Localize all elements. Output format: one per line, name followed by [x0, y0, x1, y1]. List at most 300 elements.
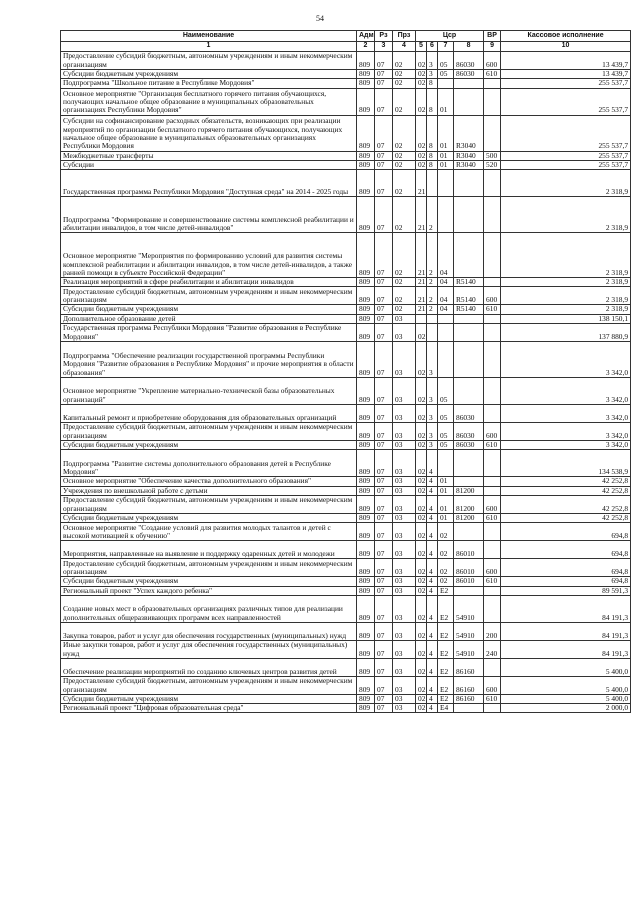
cell-prz: 03 — [393, 314, 416, 323]
cell-rz: 07 — [375, 405, 393, 423]
cell-c4 — [454, 197, 484, 233]
cell-c1: 02 — [416, 513, 427, 522]
cell-adm: 809 — [357, 314, 375, 323]
cell-c2: 4 — [427, 577, 438, 586]
cell-sum: 89 591,3 — [501, 586, 631, 595]
table-row — [61, 586, 631, 595]
cell-adm: 809 — [357, 441, 375, 450]
cell-adm: 809 — [357, 70, 375, 79]
cell-prz: 03 — [393, 477, 416, 486]
column-number: 10 — [501, 42, 631, 52]
cell-name: Региональный проект "Успех каждого ребенка" — [61, 586, 357, 595]
cell-prz: 02 — [393, 70, 416, 79]
cell-name: Субсидии бюджетным учреждениям — [61, 305, 357, 314]
cell-sum: 255 537,7 — [501, 88, 631, 115]
table-row — [61, 704, 631, 713]
cell-adm: 809 — [357, 640, 375, 658]
cell-c4: R5140 — [454, 278, 484, 287]
cell-rz: 07 — [375, 324, 393, 342]
cell-c1: 02 — [416, 676, 427, 694]
cell-adm: 809 — [357, 477, 375, 486]
cell-rz: 07 — [375, 378, 393, 405]
cell-adm: 809 — [357, 52, 375, 70]
cell-rz: 07 — [375, 595, 393, 622]
cell-c1: 02 — [416, 79, 427, 88]
cell-c2: 2 — [427, 305, 438, 314]
cell-prz: 03 — [393, 704, 416, 713]
cell-c3: E2 — [438, 658, 454, 676]
cell-c4 — [454, 378, 484, 405]
column-number: 4 — [393, 42, 416, 52]
cell-c3: 02 — [438, 577, 454, 586]
column-number: 2 — [357, 42, 375, 52]
cell-c4: 81200 — [454, 486, 484, 495]
cell-c3: 04 — [438, 305, 454, 314]
cell-prz: 02 — [393, 305, 416, 314]
cell-sum: 84 191,3 — [501, 622, 631, 640]
cell-name: Создание новых мест в образовательных организациях различных типов для реализации дополнительных общеразвивающих программ всех направленностей — [61, 595, 357, 622]
cell-adm: 809 — [357, 676, 375, 694]
cell-c3: E2 — [438, 622, 454, 640]
cell-sum: 13 439,7 — [501, 52, 631, 70]
cell-c2: 4 — [427, 586, 438, 595]
cell-name: Дополнительное образование детей — [61, 314, 357, 323]
cell-c3: 05 — [438, 70, 454, 79]
cell-c4 — [454, 324, 484, 342]
cell-vr: 600 — [484, 52, 501, 70]
cell-c1: 02 — [416, 423, 427, 441]
cell-c3: 01 — [438, 115, 454, 151]
cell-rz: 07 — [375, 441, 393, 450]
header-row — [61, 31, 631, 42]
cell-c3: E2 — [438, 595, 454, 622]
table-row — [61, 559, 631, 577]
cell-rz: 07 — [375, 197, 393, 233]
cell-c2 — [427, 324, 438, 342]
cell-c4: 86030 — [454, 423, 484, 441]
cell-c1: 02 — [416, 486, 427, 495]
cell-c4: R3040 — [454, 115, 484, 151]
cell-c3: 04 — [438, 278, 454, 287]
column-number: 7 — [438, 42, 454, 52]
cell-c2: 8 — [427, 115, 438, 151]
cell-prz: 03 — [393, 622, 416, 640]
table-row — [61, 70, 631, 79]
cell-c4 — [454, 79, 484, 88]
cell-c1: 21 — [416, 287, 427, 305]
header-adm: Адм — [357, 31, 375, 42]
cell-vr — [484, 704, 501, 713]
cell-adm: 809 — [357, 151, 375, 160]
cell-name: Иные закупки товаров, работ и услуг для обеспечения государственных (муниципальных) нужд — [61, 640, 357, 658]
cell-sum: 2 318,9 — [501, 287, 631, 305]
cell-sum: 255 537,7 — [501, 151, 631, 160]
cell-prz: 03 — [393, 559, 416, 577]
cell-name: Подпрограмма "Школьное питание в Республике Мордовия" — [61, 79, 357, 88]
cell-c4: R3040 — [454, 160, 484, 169]
cell-c1: 02 — [416, 52, 427, 70]
cell-rz: 07 — [375, 450, 393, 477]
cell-c3: E2 — [438, 694, 454, 703]
cell-rz: 07 — [375, 486, 393, 495]
cell-rz: 07 — [375, 70, 393, 79]
cell-name: Региональный проект "Цифровая образовательная среда" — [61, 704, 357, 713]
cell-rz: 07 — [375, 79, 393, 88]
cell-vr — [484, 486, 501, 495]
cell-c3: 02 — [438, 523, 454, 541]
table-row — [61, 495, 631, 513]
cell-adm: 809 — [357, 378, 375, 405]
cell-c3: E2 — [438, 586, 454, 595]
cell-vr — [484, 477, 501, 486]
cell-c3: 01 — [438, 151, 454, 160]
header-name: Наименование — [61, 31, 357, 42]
column-number: 6 — [427, 42, 438, 52]
cell-sum: 694,8 — [501, 541, 631, 559]
cell-c1: 21 — [416, 170, 427, 197]
table-row — [61, 523, 631, 541]
cell-c4: 86160 — [454, 694, 484, 703]
cell-adm: 809 — [357, 495, 375, 513]
cell-rz: 07 — [375, 160, 393, 169]
cell-c3 — [438, 450, 454, 477]
cell-adm: 809 — [357, 704, 375, 713]
table-row — [61, 450, 631, 477]
cell-rz: 07 — [375, 477, 393, 486]
cell-vr — [484, 541, 501, 559]
cell-vr — [484, 523, 501, 541]
cell-c2: 4 — [427, 595, 438, 622]
cell-sum: 5 400,0 — [501, 676, 631, 694]
cell-sum: 3 342,0 — [501, 441, 631, 450]
cell-c2: 4 — [427, 523, 438, 541]
cell-c4 — [454, 342, 484, 378]
cell-name: Реализация мероприятий в сфере реабилитации и абилитации инвалидов — [61, 278, 357, 287]
cell-adm: 809 — [357, 342, 375, 378]
cell-sum: 694,8 — [501, 577, 631, 586]
cell-c3: 01 — [438, 495, 454, 513]
cell-c4: R5140 — [454, 287, 484, 305]
cell-sum: 3 342,0 — [501, 378, 631, 405]
cell-adm: 809 — [357, 170, 375, 197]
cell-name: Предоставление субсидий бюджетным, автономным учреждениям и иным некоммерческим организациям — [61, 287, 357, 305]
cell-name: Субсидии бюджетным учреждениям — [61, 694, 357, 703]
cell-c2: 2 — [427, 278, 438, 287]
cell-adm: 809 — [357, 88, 375, 115]
cell-c4 — [454, 450, 484, 477]
cell-c3: 01 — [438, 513, 454, 522]
cell-name: Межбюджетные трансферты — [61, 151, 357, 160]
cell-name: Государственная программа Республики Мордовия "Доступная среда" на 2014 - 2025 годы — [61, 170, 357, 197]
cell-prz: 03 — [393, 577, 416, 586]
table-row — [61, 658, 631, 676]
cell-c4: 86030 — [454, 52, 484, 70]
table-row — [61, 278, 631, 287]
cell-vr — [484, 233, 501, 278]
cell-adm: 809 — [357, 324, 375, 342]
cell-adm: 809 — [357, 423, 375, 441]
cell-name: Государственная программа Республики Мордовия "Развитие образования в Республике Мордовия" — [61, 324, 357, 342]
cell-c3: E4 — [438, 704, 454, 713]
cell-c3: 01 — [438, 477, 454, 486]
cell-c4: 86010 — [454, 559, 484, 577]
cell-vr — [484, 88, 501, 115]
cell-adm: 809 — [357, 197, 375, 233]
cell-c4: 54910 — [454, 640, 484, 658]
cell-sum: 42 252,8 — [501, 477, 631, 486]
cell-c3 — [438, 197, 454, 233]
cell-c1 — [416, 314, 427, 323]
cell-adm: 809 — [357, 658, 375, 676]
cell-c2: 8 — [427, 79, 438, 88]
cell-c3 — [438, 170, 454, 197]
table-row — [61, 541, 631, 559]
column-number-row — [61, 42, 631, 52]
cell-c4: 54910 — [454, 622, 484, 640]
cell-rz: 07 — [375, 541, 393, 559]
cell-c4: 86030 — [454, 405, 484, 423]
cell-c1: 02 — [416, 704, 427, 713]
table-row — [61, 405, 631, 423]
cell-c4 — [454, 170, 484, 197]
cell-name: Субсидии бюджетным учреждениям — [61, 577, 357, 586]
cell-adm: 809 — [357, 450, 375, 477]
cell-sum: 42 252,8 — [501, 486, 631, 495]
cell-adm: 809 — [357, 622, 375, 640]
cell-sum: 134 538,9 — [501, 450, 631, 477]
cell-c1: 02 — [416, 441, 427, 450]
cell-c4: R5140 — [454, 305, 484, 314]
cell-prz: 02 — [393, 79, 416, 88]
cell-sum: 13 439,7 — [501, 70, 631, 79]
cell-c3: E2 — [438, 676, 454, 694]
cell-rz: 07 — [375, 423, 393, 441]
table-row — [61, 378, 631, 405]
cell-prz: 03 — [393, 405, 416, 423]
cell-vr: 600 — [484, 559, 501, 577]
header-sum: Кассовое исполнение — [501, 31, 631, 42]
cell-c1: 02 — [416, 151, 427, 160]
cell-sum: 3 342,0 — [501, 423, 631, 441]
cell-adm: 809 — [357, 305, 375, 314]
cell-vr — [484, 197, 501, 233]
header-rz: Рз — [375, 31, 393, 42]
cell-c1: 02 — [416, 622, 427, 640]
cell-c3 — [438, 79, 454, 88]
cell-c2: 4 — [427, 486, 438, 495]
cell-c4: 86010 — [454, 577, 484, 586]
cell-c3: 01 — [438, 88, 454, 115]
cell-c2: 3 — [427, 52, 438, 70]
cell-c2: 4 — [427, 640, 438, 658]
cell-sum: 5 400,0 — [501, 694, 631, 703]
cell-c2: 4 — [427, 704, 438, 713]
cell-prz: 03 — [393, 541, 416, 559]
cell-c3 — [438, 314, 454, 323]
cell-sum: 42 252,8 — [501, 495, 631, 513]
table-row — [61, 160, 631, 169]
cell-sum: 2 318,9 — [501, 170, 631, 197]
cell-c2: 3 — [427, 423, 438, 441]
cell-c2: 2 — [427, 287, 438, 305]
cell-prz: 02 — [393, 88, 416, 115]
cell-prz: 03 — [393, 342, 416, 378]
cell-c2: 3 — [427, 378, 438, 405]
cell-prz: 02 — [393, 115, 416, 151]
cell-c2: 4 — [427, 622, 438, 640]
table-row — [61, 233, 631, 278]
cell-name: Мероприятия, направленные на выявление и поддержку одаренных детей и молодежи — [61, 541, 357, 559]
cell-c2: 4 — [427, 694, 438, 703]
cell-c1: 02 — [416, 70, 427, 79]
cell-vr — [484, 342, 501, 378]
cell-name: Субсидии бюджетным учреждениям — [61, 513, 357, 522]
budget-execution-table — [60, 30, 631, 713]
cell-c1: 02 — [416, 577, 427, 586]
cell-name: Субсидии бюджетным учреждениям — [61, 441, 357, 450]
table-body — [61, 52, 631, 713]
table-row — [61, 441, 631, 450]
cell-prz: 03 — [393, 486, 416, 495]
cell-c1: 02 — [416, 541, 427, 559]
cell-sum: 2 318,9 — [501, 197, 631, 233]
cell-rz: 07 — [375, 640, 393, 658]
table-row — [61, 314, 631, 323]
cell-c1: 21 — [416, 305, 427, 314]
table-row — [61, 151, 631, 160]
cell-c1: 02 — [416, 640, 427, 658]
cell-adm: 809 — [357, 541, 375, 559]
cell-adm: 809 — [357, 513, 375, 522]
cell-c3: 01 — [438, 160, 454, 169]
cell-rz: 07 — [375, 278, 393, 287]
table-row — [61, 622, 631, 640]
cell-name: Предоставление субсидий бюджетным, автономным учреждениям и иным некоммерческим организациям — [61, 676, 357, 694]
cell-prz: 03 — [393, 378, 416, 405]
cell-adm: 809 — [357, 160, 375, 169]
table-row — [61, 79, 631, 88]
cell-rz: 07 — [375, 586, 393, 595]
cell-sum: 2 318,9 — [501, 278, 631, 287]
cell-sum: 2 318,9 — [501, 233, 631, 278]
table-row — [61, 513, 631, 522]
cell-c1: 02 — [416, 559, 427, 577]
cell-vr: 600 — [484, 495, 501, 513]
cell-vr: 500 — [484, 151, 501, 160]
cell-c4: 81200 — [454, 495, 484, 513]
cell-prz: 03 — [393, 441, 416, 450]
cell-rz: 07 — [375, 495, 393, 513]
cell-c4: 86030 — [454, 441, 484, 450]
cell-vr — [484, 595, 501, 622]
column-number: 3 — [375, 42, 393, 52]
cell-adm: 809 — [357, 694, 375, 703]
column-number: 9 — [484, 42, 501, 52]
cell-c4 — [454, 233, 484, 278]
cell-rz: 07 — [375, 676, 393, 694]
header-prz: Прз — [393, 31, 416, 42]
cell-vr: 610 — [484, 694, 501, 703]
page-number: 54 — [316, 14, 324, 23]
cell-vr — [484, 115, 501, 151]
cell-c2: 2 — [427, 197, 438, 233]
cell-c2: 4 — [427, 559, 438, 577]
cell-vr — [484, 658, 501, 676]
cell-name: Основное мероприятие "Создание условий для развития молодых талантов и детей с высокой мотивацией к обучению" — [61, 523, 357, 541]
cell-vr: 600 — [484, 423, 501, 441]
cell-vr — [484, 314, 501, 323]
cell-adm: 809 — [357, 486, 375, 495]
cell-c1: 21 — [416, 233, 427, 278]
cell-adm: 809 — [357, 586, 375, 595]
cell-rz: 07 — [375, 694, 393, 703]
cell-c3: 04 — [438, 233, 454, 278]
cell-rz: 07 — [375, 513, 393, 522]
cell-c3: 05 — [438, 423, 454, 441]
cell-prz: 03 — [393, 676, 416, 694]
cell-c3: 05 — [438, 52, 454, 70]
cell-c1: 02 — [416, 160, 427, 169]
cell-sum: 2 318,9 — [501, 305, 631, 314]
cell-prz: 02 — [393, 170, 416, 197]
cell-c4 — [454, 523, 484, 541]
cell-adm: 809 — [357, 405, 375, 423]
cell-adm: 809 — [357, 523, 375, 541]
cell-sum: 694,8 — [501, 559, 631, 577]
cell-rz: 07 — [375, 233, 393, 278]
cell-name: Учреждения по внешкольной работе с детьми — [61, 486, 357, 495]
cell-rz: 07 — [375, 88, 393, 115]
cell-c4: 86160 — [454, 676, 484, 694]
cell-sum: 3 342,0 — [501, 342, 631, 378]
cell-c1: 02 — [416, 658, 427, 676]
cell-c3: 01 — [438, 486, 454, 495]
cell-c4 — [454, 314, 484, 323]
table-row — [61, 577, 631, 586]
cell-prz: 03 — [393, 694, 416, 703]
cell-c4: 54910 — [454, 595, 484, 622]
cell-adm: 809 — [357, 79, 375, 88]
cell-vr — [484, 405, 501, 423]
cell-prz: 03 — [393, 523, 416, 541]
cell-prz: 02 — [393, 151, 416, 160]
table-row — [61, 640, 631, 658]
cell-c1: 02 — [416, 477, 427, 486]
cell-adm: 809 — [357, 577, 375, 586]
cell-prz: 02 — [393, 52, 416, 70]
cell-vr: 610 — [484, 513, 501, 522]
cell-c4: 86010 — [454, 541, 484, 559]
cell-c2: 8 — [427, 151, 438, 160]
cell-c4: 81200 — [454, 513, 484, 522]
cell-c1: 02 — [416, 495, 427, 513]
cell-rz: 07 — [375, 704, 393, 713]
cell-c1: 02 — [416, 523, 427, 541]
cell-vr — [484, 450, 501, 477]
cell-c2: 3 — [427, 70, 438, 79]
cell-c2: 4 — [427, 676, 438, 694]
cell-name: Капитальный ремонт и приобретение оборудования для образовательных организаций — [61, 405, 357, 423]
cell-c2: 8 — [427, 88, 438, 115]
cell-rz: 07 — [375, 658, 393, 676]
cell-sum: 2 000,0 — [501, 704, 631, 713]
cell-vr: 600 — [484, 676, 501, 694]
cell-c2: 4 — [427, 541, 438, 559]
cell-c4 — [454, 477, 484, 486]
cell-rz: 07 — [375, 287, 393, 305]
cell-vr — [484, 378, 501, 405]
cell-c1: 02 — [416, 88, 427, 115]
